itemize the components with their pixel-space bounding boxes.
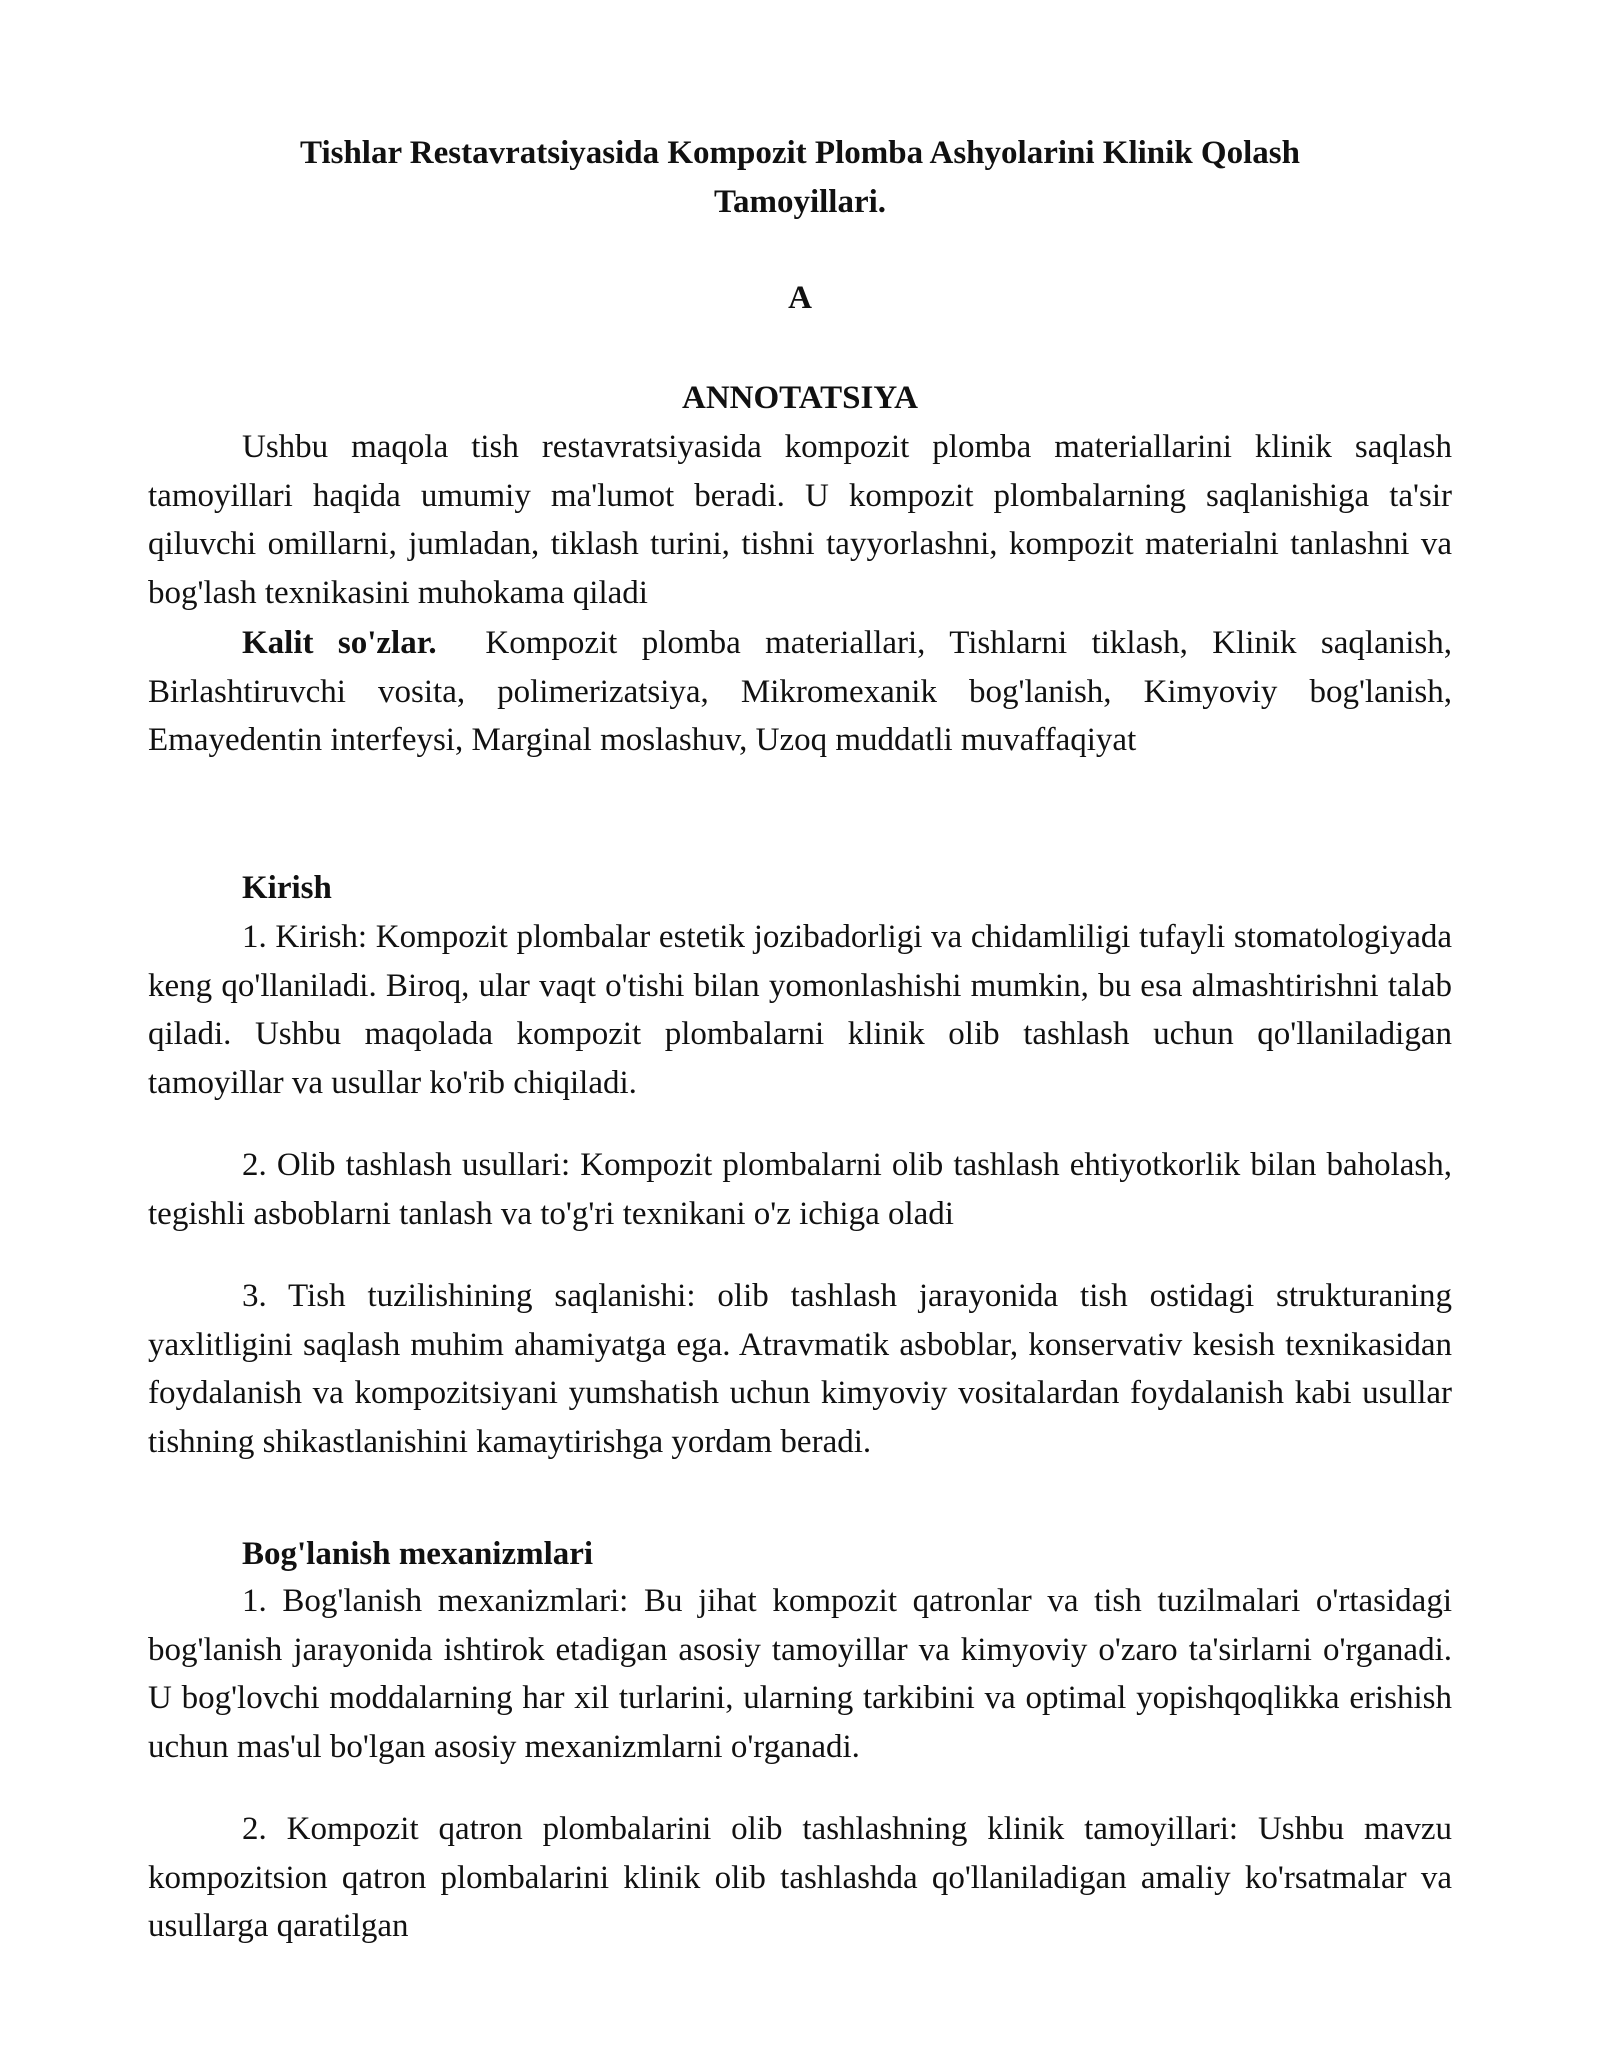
- annotation-heading: ANNOTATSIYA: [682, 380, 918, 416]
- keywords-paragraph: [148, 619, 1452, 765]
- keywords-text: Kompozit plomba materiallari, Tishlarni tiklash, Klinik saqlanish, Birlashtiruvchi vosita, polimerizatsiya, Mikromexanik bog'lanish, Kimyoviy bog'lanish, Emayedentin interfeysi, Marginal moslashuv, Uzoq muddatli muvaffaqiyat: [148, 625, 1452, 758]
- kirish-paragraph-1: 1. Kirish: Kompozit plombalar estetik jozibadorligi va chidamliligi tufayli stomatologiyada keng qo'llaniladi. Biroq, ular vaqt o'tishi bilan yomonlashishi mumkin, bu esa almashtirishni talab qiladi. Ushbu maqolada kompozit plombalarni klinik olib tashlash uchun qo'llaniladigan tamoyillar va usullar ko'rib chiqiladi.: [148, 919, 1452, 1101]
- kirish-paragraph-2: 2. Olib tashlash usullari: Kompozit plombalarni olib tashlash ehtiyotkorlik bilan baholash, tegishli asboblarni tanlash va to'g'ri texnikani o'z ichiga oladi: [148, 1147, 1452, 1232]
- letter-a: A: [788, 280, 812, 316]
- title-line-1: Tishlar Restavratsiyasida Kompozit Plomba Ashyolarini Klinik Qolash: [300, 135, 1300, 171]
- boglanish-paragraph-2: 2. Kompozit qatron plombalarini olib tashlashning klinik tamoyillari: Ushbu mavzu kompozitsion qatron plombalarini klinik olib tashlashda qo'llaniladigan amaliy ko'rsatmalar va usullarga qaratilgan: [148, 1811, 1452, 1944]
- title-line-2: Tamoyillari.: [713, 183, 887, 220]
- annotation-paragraph: Ushbu maqola tish restavratsiyasida kompozit plomba materiallarini klinik saqlash tamoyillari haqida umumiy ma'lumot beradi. U kompozit plombalarning saqlanishiga ta'sir qiluvchi omillarni, jumladan, tiklash turini, tishni tayyorlashni, kompozit materialni tanlashni va bog'lash texnikasini muhokama qiladi: [148, 429, 1452, 611]
- keywords-label: Kalit so'zlar.: [242, 625, 437, 661]
- kirish-paragraph-3: 3. Tish tuzilishining saqlanishi: olib tashlash jarayonida tish ostidagi strukturaning yaxlitligini saqlash muhim ahamiyatga ega. Atravmatik asboblar, konservativ kesish texnikasidan foydalanish va kompozitsiyani yumshatish uchun kimyoviy vositalardan foydalanish kabi usullar tishning shikastlanishini kamaytirishga yordam beradi.: [148, 1278, 1452, 1460]
- boglanish-heading: Bog'lanish mexanizmlari: [242, 1536, 594, 1572]
- boglanish-paragraph-1: 1. Bog'lanish mexanizmlari: Bu jihat kompozit qatronlar va tish tuzilmalari o'rtasidagi bog'lanish jarayonida ishtirok etadigan asosiy tamoyillar va kimyoviy o'zaro ta'sirlarni o'rganadi. U bog'lovchi moddalarning har xil turlarini, ularning tarkibini va optimal yopishqoqlikka erishish uchun mas'ul bo'lgan asosiy mexanizmlarni o'rganadi.: [148, 1583, 1452, 1765]
- kirish-heading: Kirish: [242, 870, 332, 906]
- document-title: [148, 129, 1452, 226]
